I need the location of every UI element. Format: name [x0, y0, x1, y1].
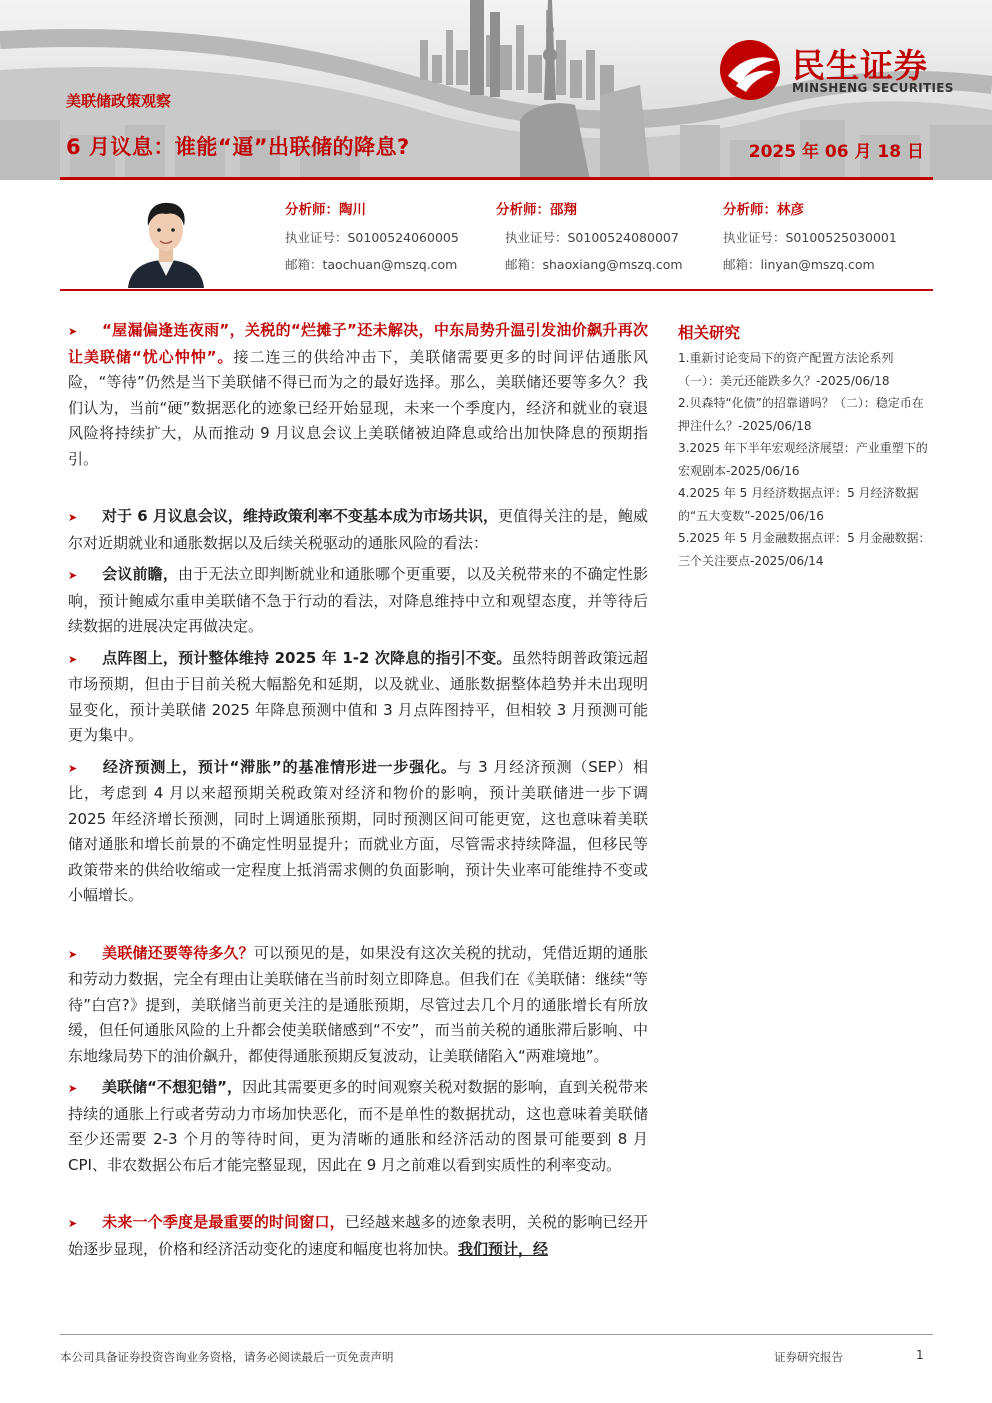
header-divider [60, 177, 933, 180]
paragraph-body: 因此其需要更多的时间观察关税对数据的影响，直到关税带来持续的通胀上行或者劳动力市场加快恶化，而不是单性的数据扰动，这也意味着美联储至少还需要 2-3 个月的等待时间，更为清晰的通胀和经济活动的图景可能要到 8 月 CPI、非农数据公布后才能完整显现，因此在 9 月之前难以看到实质性的利率变动。 [68, 1078, 649, 1174]
analyst-name: 分析师：林彦 [723, 202, 804, 218]
paragraph-body: 可以预见的是，如果没有这次关税的扰动，凭借近期的通胀和劳动力数据，完全有理由让美联储在当前时刻立即降息。但我们在《美联储：继续“等待”白宫?》提到，美联储当前更关注的是通胀预期，尽管过去几个月的通胀增长有所放缓，但任何通胀风险的上升都会使美联储感到“不安”，而当前关税的通胀滞后影响、中东地缘局势下的油价飙升，都使得通胀预期反复波动，让美联储陷入“两难境地”。 [68, 943, 648, 1065]
paragraph-body: 接二连三的供给冲击下，美联储需要更多的时间评估通胀风险，“等待”仍然是当下美联储不得已而为之的最好选择。那么，美联储还要等多久？我们认为，当前“硬”数据恶化的迹象已经开始显现，未来一个季度内，经济和就业的衰退风险将持续扩大，从而推动 9 月议息会议上美联储被迫降息或给出加快降息的预期指引。 [68, 347, 648, 468]
paragraph-lead: 美联储“不想犯错”， [102, 1078, 243, 1096]
analyst-card-2 [496, 198, 683, 282]
page-number: 1 [916, 1348, 924, 1362]
paragraph-body: 更值得关注的是，鲍威尔对近期就业和通胀数据以及后续关税驱动的通胀风险的看法： [68, 507, 648, 552]
analyst-email[interactable]: 邮箱：linyan@mszq.com [723, 257, 875, 272]
main-content [68, 318, 648, 1268]
paragraph-7 [68, 1075, 648, 1178]
paragraph-lead: 未来一个季度是最重要的时间窗口， [102, 1213, 345, 1231]
related-research-item[interactable]: 4.2025 年 5 月经济数据点评：5 月经济数据的“五大变数”-2025/06/16 [678, 486, 919, 523]
logo-chinese-name: 民生证券 [792, 46, 928, 85]
analyst-cert: 执业证号：S0100524080007 [505, 230, 679, 245]
company-logo [718, 38, 968, 102]
paragraph-body: 由于无法立即判断就业和通胀哪个更重要，以及关税带来的不确定性影响，预计鲍威尔重申美联储不急于行动的看法，对降息维持中立和观望态度，并等待后续数据的进展决定再做决定。 [68, 565, 648, 635]
related-research-item[interactable]: 3.2025 年下半年宏观经济展望：产业重塑下的宏观剧本-2025/06/16 [678, 441, 928, 478]
report-series: 美联储政策观察 [66, 92, 172, 110]
paragraph-5 [68, 755, 648, 909]
paragraph-body: 与 3 月经济预测（SEP）相比，考虑到 4 月以来超预期关税政策对经济和物价的影响，预计美联储进一步下调 2025 年经济增长预测，同时上调通胀预期，同时预测区间可能更宽，这也意味着美联储对通胀和增长前景的不确定性明显提升；而就业方面，尽管需求持续降温，但移民等政策带来的供给收缩或一定程度上抵消需求侧的负面影响，预计失业率可能维持不变或小幅增长。 [68, 757, 648, 904]
related-research-item[interactable]: 5.2025 年 5 月金融数据点评：5 月金融数据：三个关注要点-2025/06/14 [678, 531, 931, 568]
analyst-email[interactable]: 邮箱：taochuan@mszq.com [285, 257, 458, 272]
footer-report-type: 证券研究报告 [774, 1350, 843, 1364]
paragraph-2 [68, 504, 648, 556]
footer-divider [60, 1334, 933, 1335]
paragraph-lead: 会议前瞻， [102, 565, 178, 583]
related-research-item[interactable]: 2.贝森特“化债”的招靠谱吗？（二）：稳定币在押注什么？-2025/06/18 [678, 396, 924, 433]
paragraph-tail: 我们预计，经 [458, 1239, 549, 1258]
paragraph-body: 虽然特朗普政策远超市场预期，但由于目前关税大幅豁免和延期，以及就业、通胀数据整体趋势并未出现明显变化，预计美联储 2025 年降息预测中值和 3 月点阵图持平，但相较 3 月预测可能更为集中。 [68, 648, 648, 744]
analyst-name: 分析师：邵翔 [496, 202, 577, 218]
report-title: 6 月议息：谁能“逼”出联储的降息? [66, 135, 410, 159]
sidebar-title: 相关研究 [678, 324, 741, 342]
paragraph-8 [68, 1210, 648, 1262]
analyst-cert: 执业证号：S0100524060005 [285, 230, 459, 245]
header-banner [0, 0, 992, 180]
related-research-sidebar [678, 321, 934, 572]
paragraph-lead: 点阵图上，预计整体维持 2025 年 1-2 次降息的指引不变。 [102, 648, 512, 667]
paragraph-3 [68, 562, 648, 640]
bullet-icon: ➤ [68, 652, 78, 666]
logo-mark-icon [718, 38, 784, 102]
analyst-card-1 [285, 198, 459, 282]
bullet-icon: ➤ [68, 1082, 78, 1095]
bullet-icon: ➤ [68, 325, 78, 338]
analyst-email[interactable]: 邮箱：shaoxiang@mszq.com [505, 257, 683, 272]
analyst-divider [60, 289, 933, 291]
bullet-icon: ➤ [68, 511, 78, 524]
paragraph-4 [68, 646, 648, 749]
paragraph-lead: “屋漏偏逢连夜雨”，关税的“烂摊子”还未解决，中东局势升温引发油价飙升再次让美联储“忧心忡忡”。 [68, 321, 648, 366]
report-date: 2025 年 06 月 18 日 [748, 142, 924, 162]
analyst-name: 分析师：陶川 [285, 202, 366, 218]
paragraph-body: 已经越来越多的迹象表明，关税的影响已经开始逐步显现，价格和经济活动变化的速度和幅度也将加快。 [68, 1213, 648, 1258]
paragraph-lead: 美联储还要等待多久？ [102, 943, 254, 962]
related-research-item[interactable]: 1.重新讨论变局下的资产配置方法论系列（一）：美元还能跌多久？-2025/06/18 [678, 351, 894, 388]
analyst-portrait-icon [124, 190, 208, 288]
logo-english-name: MINSHENG SECURITIES [792, 81, 954, 95]
analyst-card-3 [723, 198, 897, 282]
bullet-icon: ➤ [68, 761, 78, 775]
bullet-icon: ➤ [68, 569, 78, 582]
footer-disclaimer: 本公司具备证券投资咨询业务资格，请务必阅读最后一页免责声明 [60, 1350, 394, 1364]
bullet-icon: ➤ [68, 1217, 78, 1230]
bullet-icon: ➤ [68, 947, 78, 961]
paragraph-lead: 经济预测上，预计“滞胀”的基准情形进一步强化。 [102, 757, 457, 776]
paragraph-1 [68, 318, 648, 472]
analyst-photo [124, 190, 208, 288]
paragraph-6 [68, 941, 648, 1070]
analyst-cert: 执业证号：S0100525030001 [723, 230, 897, 245]
paragraph-lead: 对于 6 月议息会议，维持政策利率不变基本成为市场共识， [102, 507, 498, 525]
